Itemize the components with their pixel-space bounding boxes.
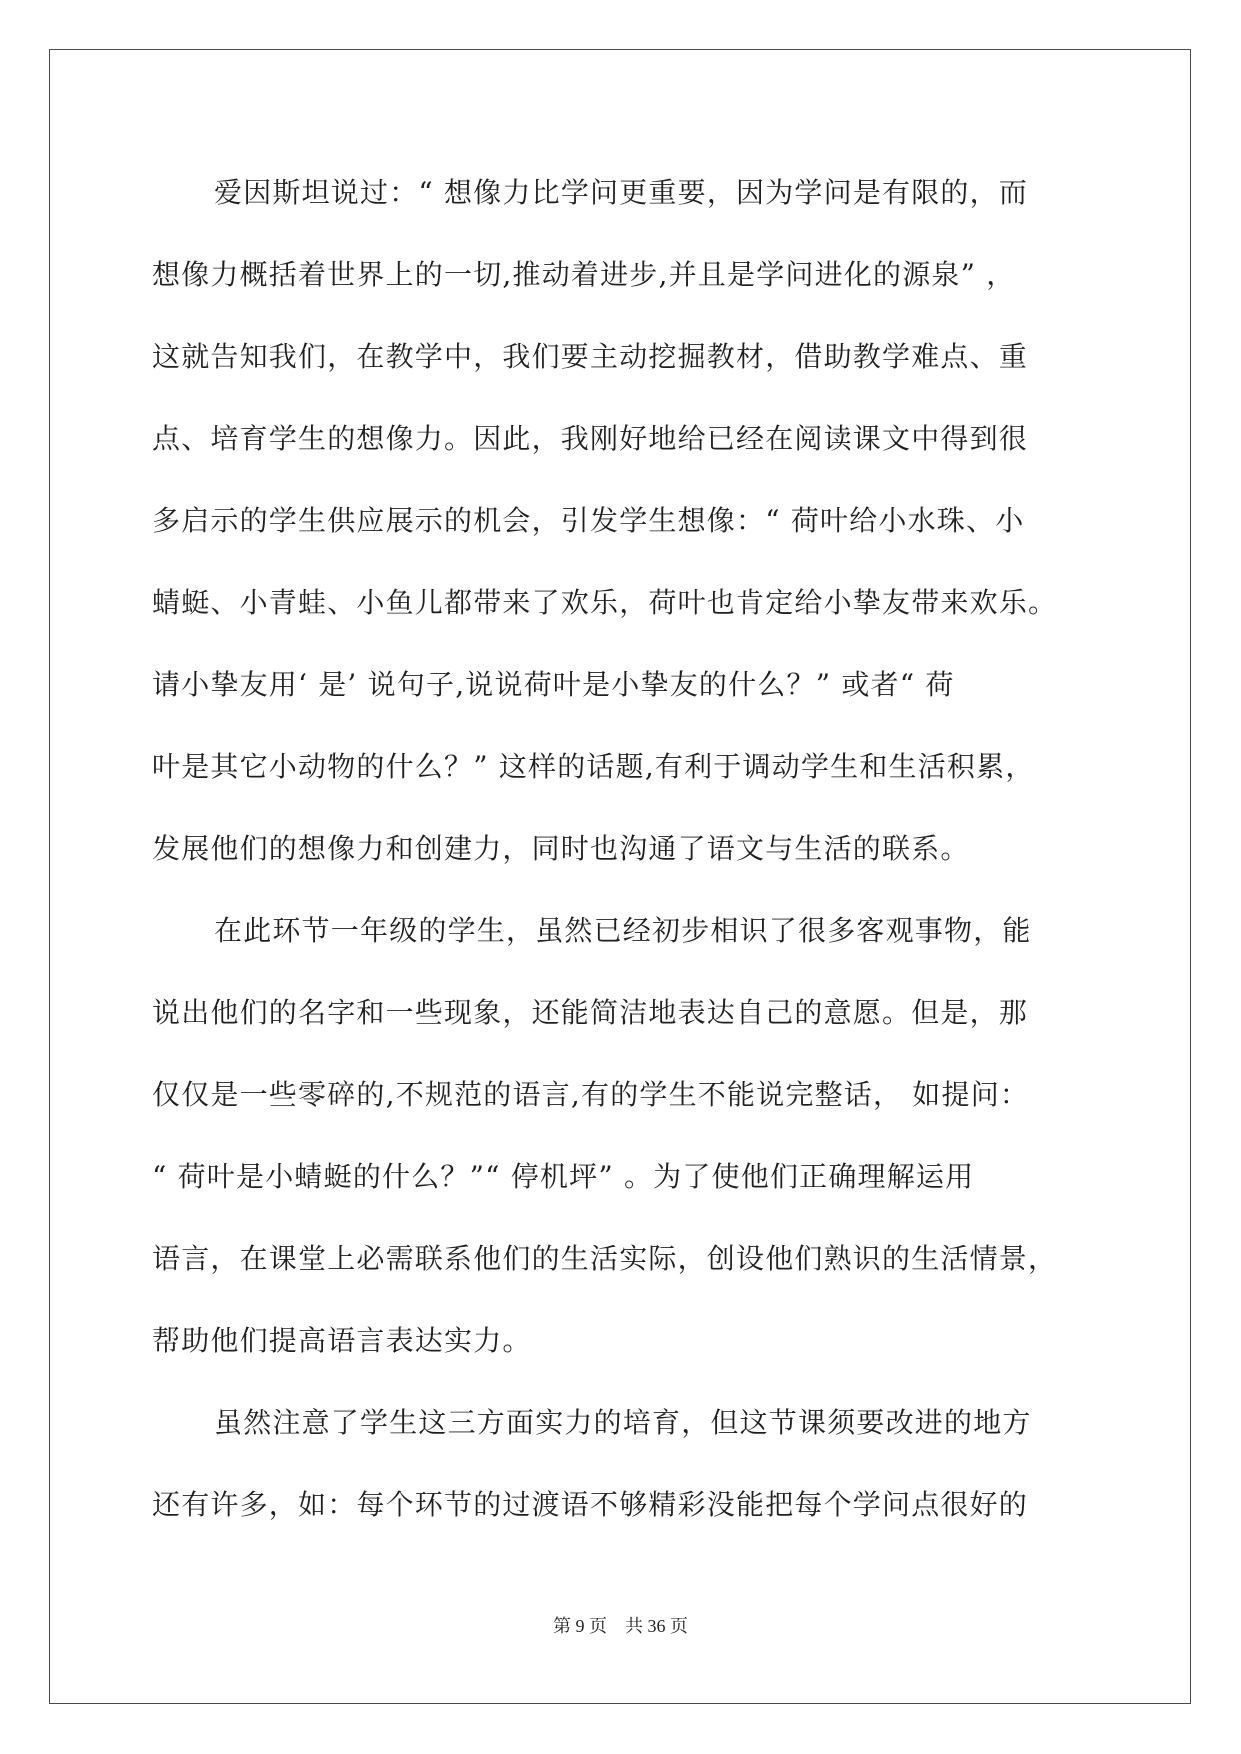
- paragraph-1-line-5: 多启示的学生供应展示的机会，引发学生想像：“ 荷叶给小水珠、小: [152, 504, 1025, 537]
- paragraph-2-line-1: 在此环节一年级的学生，虽然已经初步相识了很多客观事物，能: [214, 914, 1032, 947]
- paragraph-1-line-4: 点、培育学生的想像力。因此，我刚好地给已经在阅读课文中得到很: [152, 422, 1029, 455]
- paragraph-2-line-3: 仅仅是一些零碎的,不规范的语言,有的学生不能说完整话， 如提问：: [152, 1078, 1030, 1111]
- paragraph-1-line-2: 想像力概括着世界上的一切,推动着进步,并且是学问进化的源泉” ，: [152, 258, 1016, 291]
- paragraph-3-line-2: 还有许多，如：每个环节的过渡语不够精彩没能把每个学问点很好的: [152, 1488, 1029, 1521]
- paragraph-2-line-5: 语言，在课堂上必需联系他们的生活实际，创设他们熟识的生活情景，: [152, 1242, 1058, 1275]
- page-number-label: 第 9 页 共 36 页: [553, 1616, 688, 1636]
- paragraph-1-line-9: 发展他们的想像力和创建力，同时也沟通了语文与生活的联系。: [152, 832, 970, 865]
- paragraph-1-line-7: 请小挚友用‘ 是’ 说句子,说说荷叶是小挚友的什么？” 或者“ 荷: [152, 668, 955, 701]
- paragraph-3-line-1: 虽然注意了学生这三方面实力的培育，但这节课须要改进的地方: [214, 1406, 1032, 1439]
- paragraph-2-line-6: 帮助他们提高语言表达实力。: [152, 1324, 532, 1357]
- paragraph-2-line-2: 说出他们的名字和一些现象，还能简洁地表达自己的意愿。但是，那: [152, 996, 1029, 1029]
- paragraph-1-line-6: 蜻蜓、小青蛙、小鱼儿都带来了欢乐，荷叶也肯定给小挚友带来欢乐。: [152, 586, 1058, 619]
- page-number-footer: [0, 1612, 1241, 1638]
- document-body: [152, 152, 1092, 1546]
- paragraph-1-line-8: 叶是其它小动物的什么？” 这样的话题,有利于调动学生和生活积累，: [152, 750, 1035, 783]
- paragraph-2-line-4: “ 荷叶是小蜻蜓的什么？”“ 停机坪” 。为了使他们正确理解运用: [152, 1160, 975, 1193]
- paragraph-1-line-1: 爱因斯坦说过：“ 想像力比学问更重要，因为学问是有限的，而: [214, 176, 1029, 209]
- paragraph-1-line-3: 这就告知我们，在教学中，我们要主动挖掘教材，借助教学难点、重: [152, 340, 1029, 373]
